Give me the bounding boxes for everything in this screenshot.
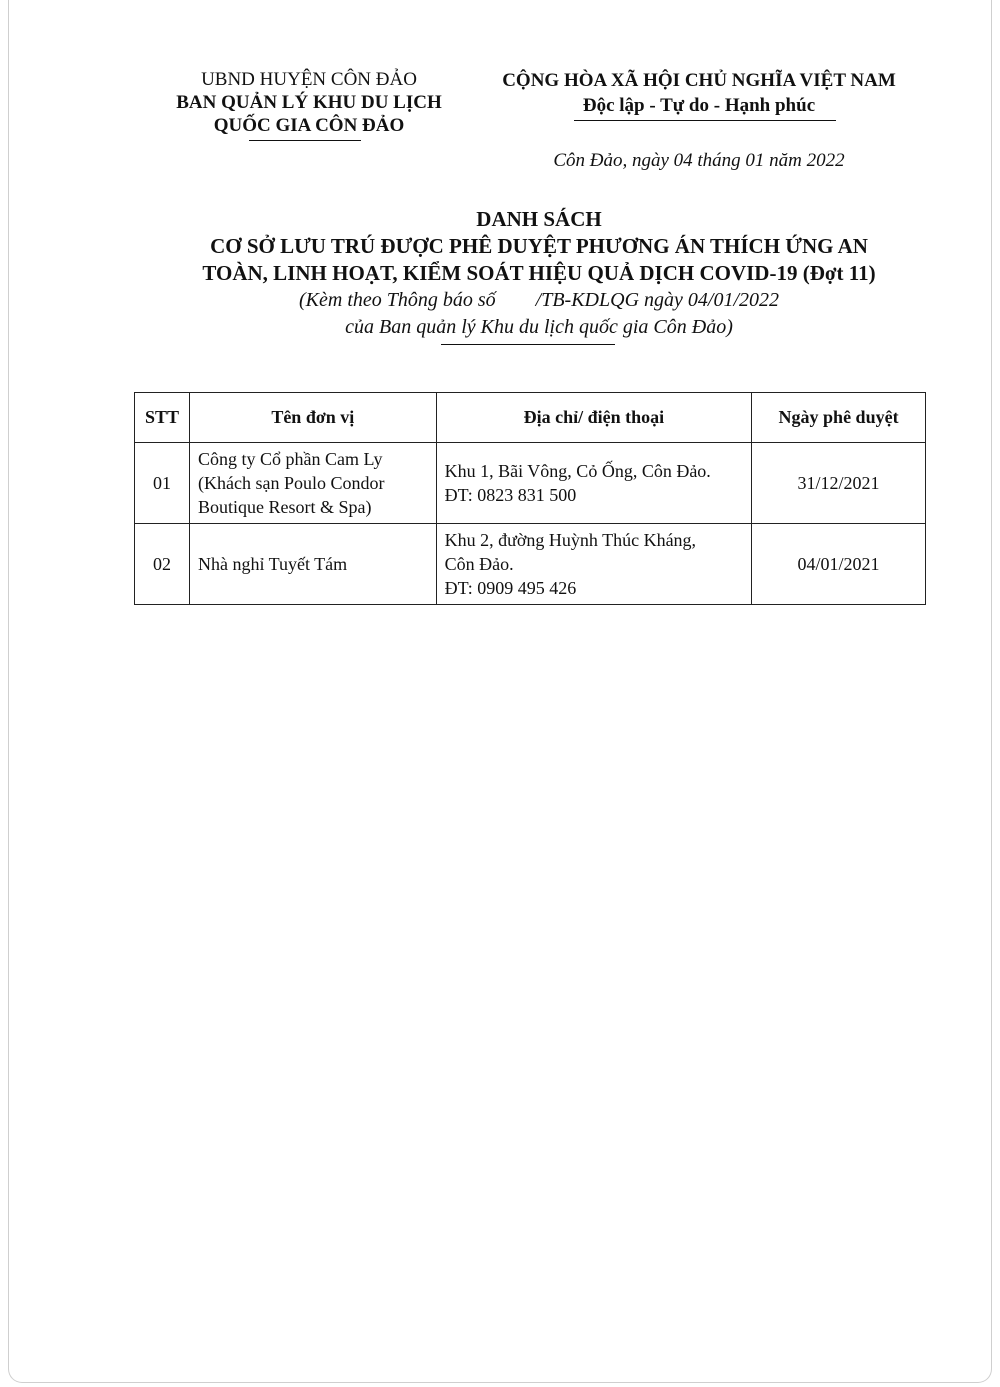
agency-underline bbox=[249, 140, 361, 141]
header-unit-name: Tên đơn vị bbox=[189, 393, 436, 443]
header-stt: STT bbox=[135, 393, 190, 443]
row-stt: 01 bbox=[135, 443, 190, 524]
motto-underline bbox=[574, 120, 836, 121]
agency-name-line2: QUỐC GIA CÔN ĐẢO bbox=[213, 115, 405, 136]
document-page bbox=[8, 0, 992, 1383]
phone-line: ĐT: 0909 495 426 bbox=[444, 578, 577, 598]
row-unit-name bbox=[189, 443, 436, 524]
issuing-agency-header bbox=[149, 68, 469, 137]
document-title-block bbox=[129, 206, 949, 341]
unit-name-line: Nhà nghỉ Tuyết Tám bbox=[197, 554, 348, 574]
address-line: Khu 1, Bãi Vông, Cỏ Ống, Côn Đảo. bbox=[444, 461, 711, 481]
header-approval-date: Ngày phê duyệt bbox=[752, 393, 926, 443]
title-underline bbox=[441, 344, 615, 345]
header-address-phone: Địa chỉ/ điện thoại bbox=[436, 393, 751, 443]
national-motto: Độc lập - Tự do - Hạnh phúc bbox=[582, 95, 816, 116]
country-name: CỘNG HÒA XÃ HỘI CHỦ NGHĨA VIỆT NAM bbox=[502, 70, 896, 91]
row-address-phone bbox=[436, 443, 751, 524]
table-header-row bbox=[135, 393, 926, 443]
document-subtitle-line2: TOÀN, LINH HOẠT, KIỂM SOÁT HIỆU QUẢ DỊCH COVID-19 (Đợt 11) bbox=[202, 261, 876, 285]
row-approval-date: 31/12/2021 bbox=[752, 443, 926, 524]
document-date: Côn Đảo, ngày 04 tháng 01 năm 2022 bbox=[553, 150, 845, 171]
address-line: Côn Đảo. bbox=[444, 554, 514, 574]
document-subtitle-line1: CƠ SỞ LƯU TRÚ ĐƯỢC PHÊ DUYỆT PHƯƠNG ÁN THÍCH ỨNG AN bbox=[210, 234, 868, 258]
national-motto-header bbox=[479, 68, 919, 118]
address-line: Khu 2, đường Huỳnh Thúc Kháng, bbox=[444, 530, 697, 550]
document-reference-line1: (Kèm theo Thông báo số /TB-KDLQG ngày 04/01/2022 bbox=[299, 289, 779, 311]
document-title: DANH SÁCH bbox=[476, 207, 602, 231]
approved-accommodation-table bbox=[134, 392, 926, 605]
agency-name-line1: BAN QUẢN LÝ KHU DU LỊCH bbox=[176, 92, 442, 113]
unit-name-line: (Khách sạn Poulo Condor bbox=[197, 473, 385, 493]
unit-name-line: Boutique Resort & Spa) bbox=[197, 497, 372, 517]
row-stt: 02 bbox=[135, 524, 190, 605]
document-reference-line2: của Ban quản lý Khu du lịch quốc gia Côn Đảo) bbox=[345, 316, 733, 338]
row-unit-name bbox=[189, 524, 436, 605]
table-row bbox=[135, 443, 926, 524]
table-row bbox=[135, 524, 926, 605]
agency-parent: UBND HUYỆN CÔN ĐẢO bbox=[201, 69, 417, 90]
row-address-phone bbox=[436, 524, 751, 605]
unit-name-line: Công ty Cổ phần Cam Ly bbox=[197, 449, 383, 469]
row-approval-date: 04/01/2021 bbox=[752, 524, 926, 605]
phone-line: ĐT: 0823 831 500 bbox=[444, 485, 577, 505]
